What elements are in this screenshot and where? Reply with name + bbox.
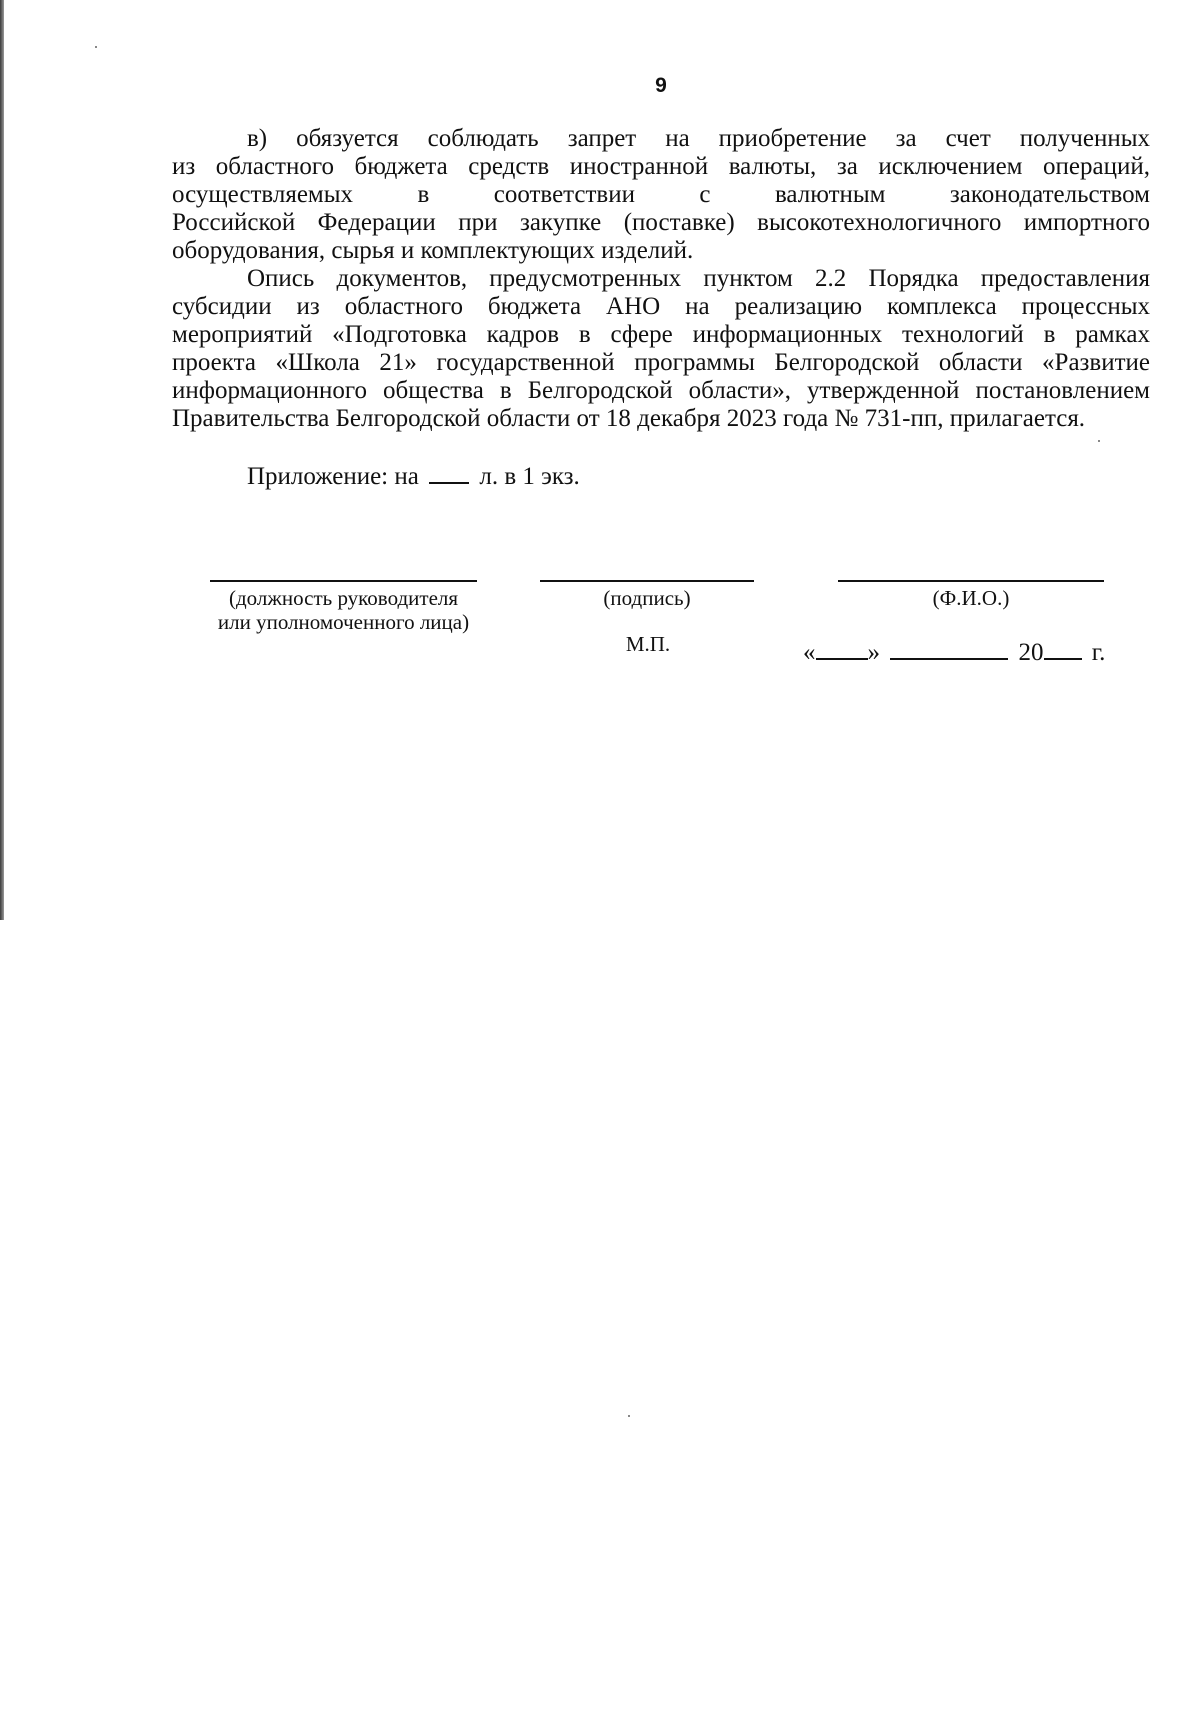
month-blank <box>890 636 1008 660</box>
stamp-label: М.П. <box>625 632 671 656</box>
year-blank <box>1044 636 1082 660</box>
name-signature-line <box>838 580 1104 582</box>
signature-line <box>540 580 754 582</box>
date-close-quote: » <box>867 639 880 666</box>
appendix-line <box>247 463 580 491</box>
paragraph-line: мероприятий «Подготовка кадров в сфере информационных технологий в рамках <box>172 321 1150 348</box>
year-suffix: г. <box>1091 639 1106 666</box>
paragraph-line: из областного бюджета средств иностранной валюты, за исключением операций, <box>172 153 1150 180</box>
paragraph-opis <box>172 265 1150 433</box>
paragraph-line: в) обязуется соблюдать запрет на приобретение за счет полученных <box>247 125 1150 152</box>
paragraph-line: Правительства Белгородской области от 18 декабря 2023 года № 731-пп, прилагается. <box>172 405 1086 432</box>
page-number: 9 <box>655 74 667 97</box>
document-body <box>172 125 1150 433</box>
date-open-quote: « <box>803 639 816 666</box>
position-caption <box>195 586 492 634</box>
paragraph-line: субсидии из областного бюджета АНО на реализацию комплекса процессных <box>172 293 1150 320</box>
name-caption: (Ф.И.О.) <box>932 586 1010 610</box>
appendix-prefix: Приложение: на <box>247 463 419 490</box>
paragraph-line: осуществляемых в соответствии с валютным законодательством <box>172 181 1150 208</box>
scan-edge-shadow <box>0 0 4 920</box>
scan-speck <box>628 1415 630 1417</box>
date-line <box>803 636 1105 667</box>
sheet-count-blank <box>429 464 469 484</box>
paragraph-v <box>172 125 1150 265</box>
position-caption-line: (должность руководителя <box>228 586 459 610</box>
scan-speck <box>95 46 97 48</box>
signature-caption: (подпись) <box>603 586 691 610</box>
year-prefix: 20 <box>1018 639 1044 666</box>
paragraph-line: Российской Федерации при закупке (поставке) высокотехнологичного импортного <box>172 209 1150 236</box>
paragraph-line: информационного общества в Белгородской области», утвержденной постановлением <box>172 377 1150 404</box>
scan-speck <box>1098 440 1100 442</box>
position-caption-line: или уполномоченного лица) <box>217 610 470 634</box>
paragraph-line: проекта «Школа 21» государственной программы Белгородской области «Развитие <box>172 349 1150 376</box>
day-blank <box>816 636 868 660</box>
appendix-suffix: л. в 1 экз. <box>479 463 580 490</box>
paragraph-line: оборудования, сырья и комплектующих изделий. <box>172 237 694 264</box>
position-signature-line <box>210 580 477 582</box>
paragraph-line: Опись документов, предусмотренных пунктом 2.2 Порядка предоставления <box>247 265 1150 292</box>
